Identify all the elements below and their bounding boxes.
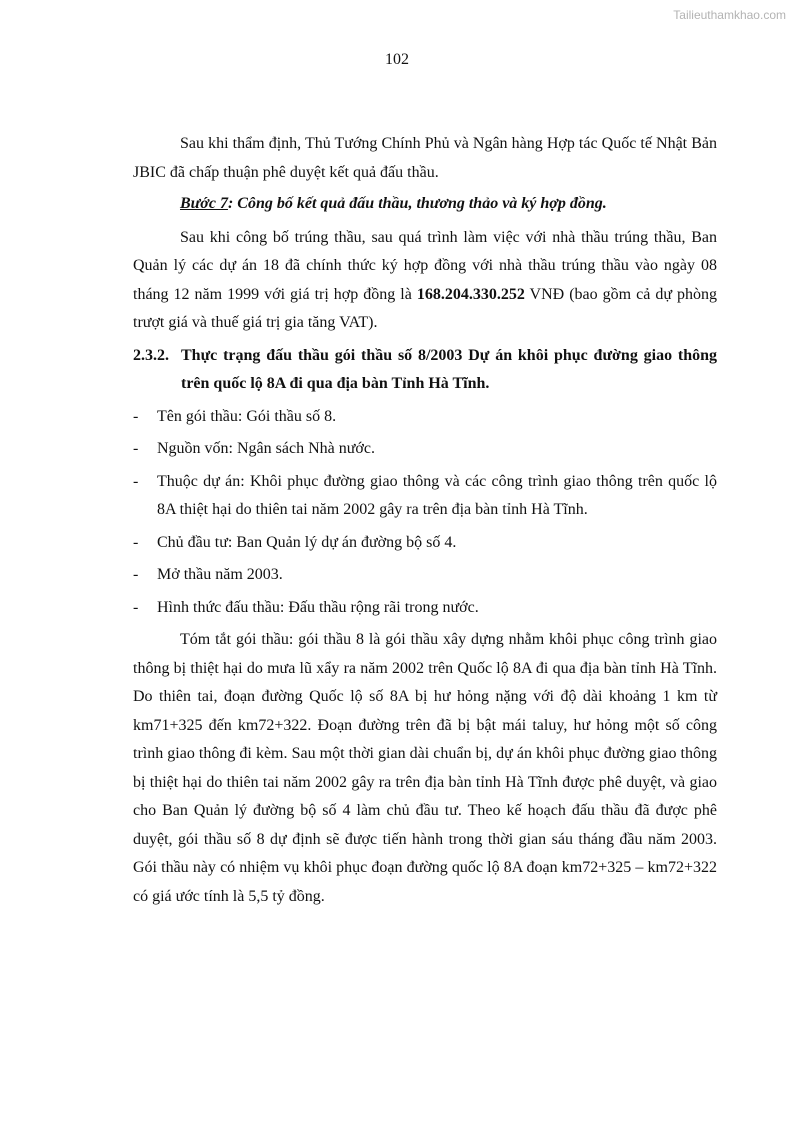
list-item	[133, 561, 717, 590]
step-7-text: : Công bố kết quả đấu thầu, thương thảo và ký hợp đồng.	[227, 195, 607, 212]
list-item-text: Mở thầu năm 2003.	[157, 566, 283, 583]
list-item-text: Thuộc dự án: Khôi phục đường giao thông và các công trình giao thông trên quốc lộ 8A thiệt hại do thiên tai năm 2002 gây ra trên địa bàn tỉnh Hà Tĩnh.	[157, 472, 717, 518]
section-title: Thực trạng đấu thầu gói thầu số 8/2003 Dự án khôi phục đường giao thông trên quốc lộ 8A đi qua địa bàn Tỉnh Hà Tĩnh.	[181, 346, 717, 392]
dash-marker: -	[133, 472, 139, 490]
approval-paragraph: Sau khi thẩm định, Thủ Tướng Chính Phủ và Ngân hàng Hợp tác Quốc tế Nhật Bản JBIC đã chấp thuận phê duyệt kết quả đấu thầu.	[133, 135, 717, 181]
list-item	[133, 529, 717, 558]
dash-marker: -	[133, 533, 139, 551]
dash-marker: -	[133, 598, 139, 616]
step-7-heading	[133, 190, 717, 219]
contract-paragraph	[133, 224, 717, 338]
list-item	[133, 403, 717, 432]
list-item	[133, 468, 717, 525]
list-item-text: Nguồn vốn: Ngân sách Nhà nước.	[157, 440, 375, 457]
list-item-text: Hình thức đấu thầu: Đấu thầu rộng rãi trong nước.	[157, 598, 479, 616]
section-number: 2.3.2.	[133, 346, 169, 364]
contract-text-after: VNĐ (bao gồm cả dự phòng trượt giá và thuế giá trị gia tăng VAT).	[133, 285, 718, 331]
list-item-text: Chủ đầu tư: Ban Quản lý dự án đường bộ số 4.	[157, 533, 457, 551]
list-item	[133, 435, 717, 464]
list-item-text: Tên gói thầu: Gói thầu số 8.	[157, 407, 337, 425]
contract-amount: 168.204.330.252	[416, 285, 525, 303]
document-body	[133, 130, 717, 913]
summary-paragraph: Tóm tắt gói thầu: gói thầu 8 là gói thầu xây dựng nhằm khôi phục công trình giao thông bị thiệt hại do mưa lũ xẩy ra năm 2002 trên Quốc lộ 8A đi qua địa bàn tỉnh Hà Tĩnh. Do thiên tai, đoạn đường Quốc lộ số 8A bị hư hỏng nặng với độ dài khoảng 1 km từ km71+325 đến km72+322. Đoạn đường trên đã bị bật mái taluy, hư hỏng một số công trình giao thông đi kèm. Sau một thời gian dài chuẩn bị, dự án khôi phục đường giao thông bị thiệt hại do thiên tai năm 2002 gây ra trên địa bàn tỉnh Hà Tĩnh được phê duyệt, và giao cho Ban Quản lý đường bộ số 4 làm chủ đầu tư. Theo kế hoạch đấu thầu đã được phê duyệt, gói thầu số 8 dự định sẽ được tiến hành trong thời gian sáu tháng đầu năm 2003. Gói thầu này có nhiệm vụ khôi phục đoạn đường quốc lộ 8A đoạn km72+325 – km72+322 có giá ước tính là 5,5 tỷ đồng.	[133, 631, 717, 905]
dash-marker: -	[133, 407, 139, 425]
watermark-text: Tailieuthamkhao.com	[673, 8, 786, 22]
step-7-label: Bước 7	[180, 195, 228, 212]
dash-marker: -	[133, 440, 139, 457]
contract-text-before: Sau khi công bố trúng thầu, sau quá trình làm việc với nhà thầu trúng thầu, Ban Quản lý các dự án 18 đã chính thức ký hợp đồng với nhà thầu trúng thầu vào ngày 08 tháng 12 năm 1999 với giá trị hợp đồng là	[133, 228, 717, 303]
dash-marker: -	[133, 566, 139, 583]
list-item	[133, 594, 717, 623]
bullet-list	[133, 403, 717, 623]
section-heading	[133, 342, 717, 399]
page-number: 102	[385, 51, 409, 68]
